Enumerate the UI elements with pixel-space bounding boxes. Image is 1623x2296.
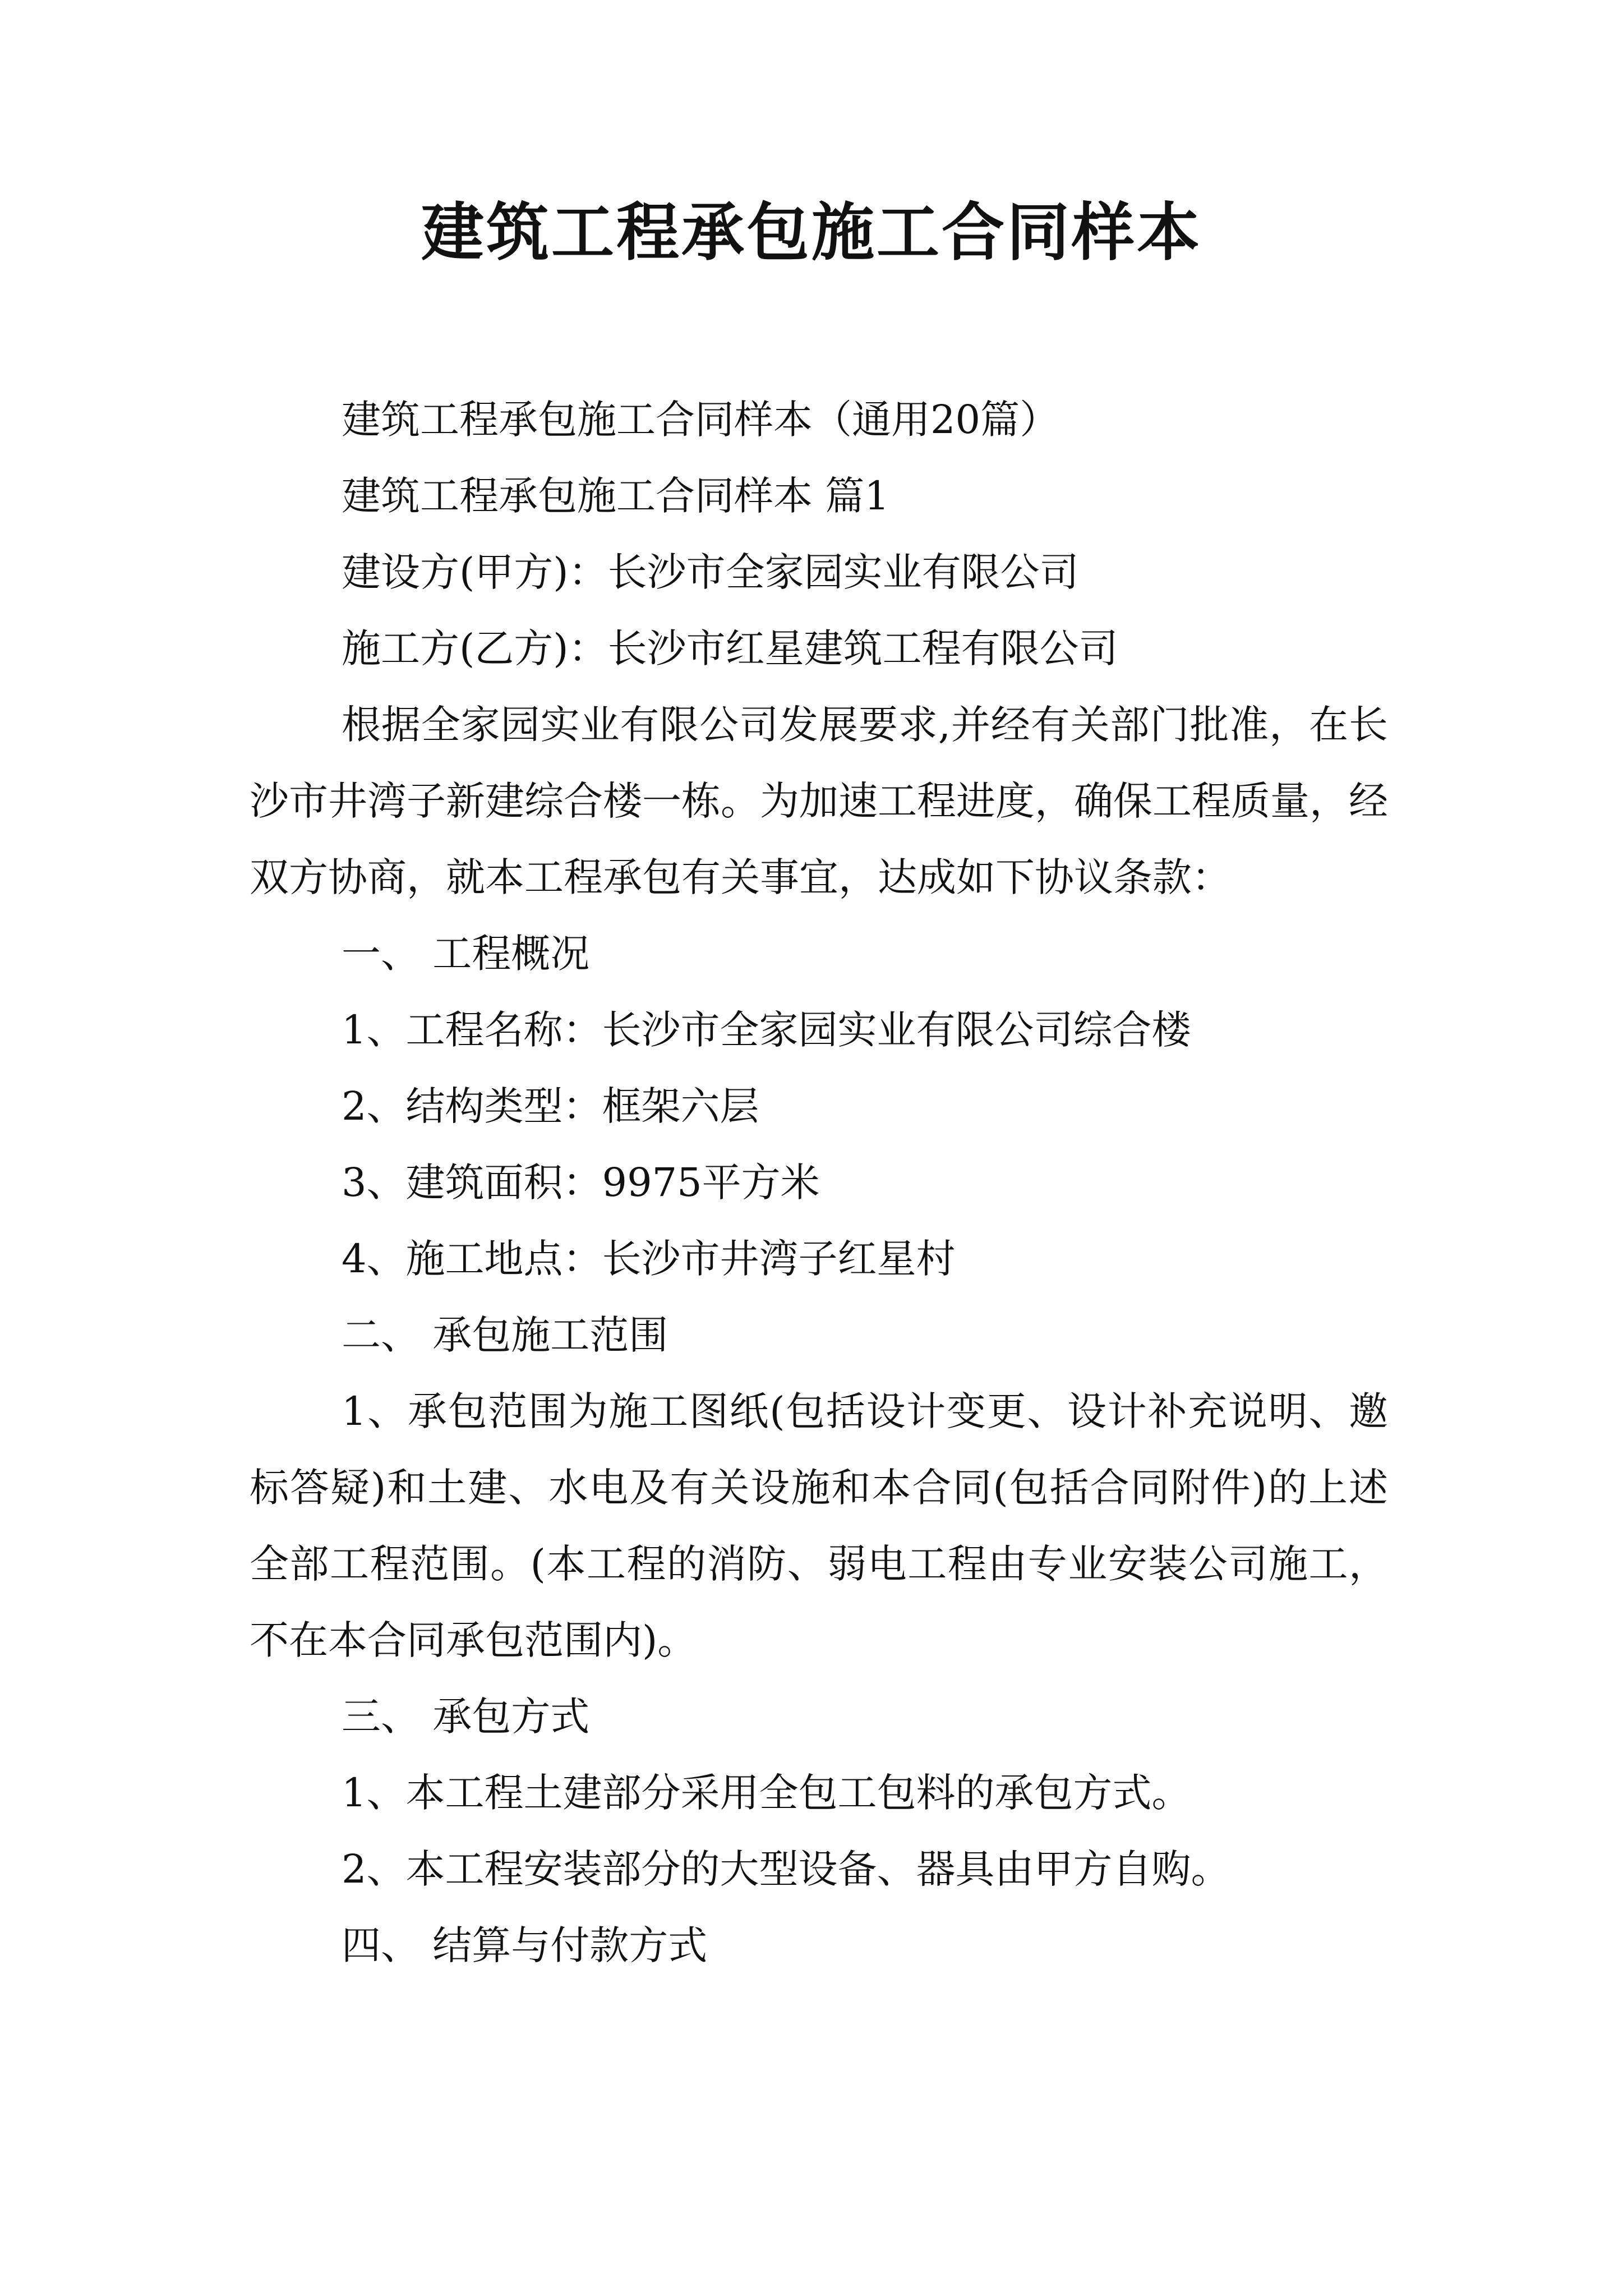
list-item-project-name: 1、工程名称：长沙市全家园实业有限公司综合楼 bbox=[342, 1007, 1191, 1053]
list-item-installation: 2、本工程安装部分的大型设备、器具由甲方自购。 bbox=[342, 1846, 1230, 1892]
section-heading-scope: 二、 承包施工范围 bbox=[342, 1312, 668, 1358]
document-body bbox=[250, 381, 1388, 1984]
preamble-paragraph: 根据全家园实业有限公司发展要求,并经有关部门批准，在长沙市井湾子新建综合楼一栋。为加速工程进度，确保工程质量，经双方协商，就本工程承包有关事宜，达成如下协议条款： bbox=[250, 702, 1388, 900]
section-heading-article-1: 建筑工程承包施工合同样本 篇1 bbox=[342, 473, 889, 519]
list-item-structure-type: 2、结构类型：框架六层 bbox=[342, 1083, 759, 1129]
subtitle-paragraph: 建筑工程承包施工合同样本（通用20篇） bbox=[342, 397, 1059, 443]
section-heading-overview: 一、 工程概况 bbox=[342, 931, 590, 977]
scope-paragraph: 1、承包范围为施工图纸(包括设计变更、设计补充说明、邀标答疑)和土建、水电及有关设施和本合同(包括合同附件)的上述全部工程范围。(本工程的消防、弱电工程由专业安装公司施工，不在本合同承包范围内)。 bbox=[250, 1388, 1388, 1663]
party-a-line: 建设方(甲方)：长沙市全家园实业有限公司 bbox=[342, 549, 1079, 595]
section-heading-settlement: 四、 结算与付款方式 bbox=[342, 1922, 708, 1968]
document-title: 建筑工程承包施工合同样本 bbox=[421, 196, 1202, 269]
list-item-civil-works: 1、本工程土建部分采用全包工包料的承包方式。 bbox=[342, 1770, 1191, 1816]
list-item-building-area: 3、建筑面积：9975平方米 bbox=[342, 1159, 820, 1205]
section-heading-contract-method: 三、 承包方式 bbox=[342, 1694, 590, 1740]
party-b-line: 施工方(乙方)：长沙市红星建筑工程有限公司 bbox=[342, 625, 1118, 671]
list-item-construction-site: 4、施工地点：长沙市井湾子红星村 bbox=[342, 1236, 956, 1282]
